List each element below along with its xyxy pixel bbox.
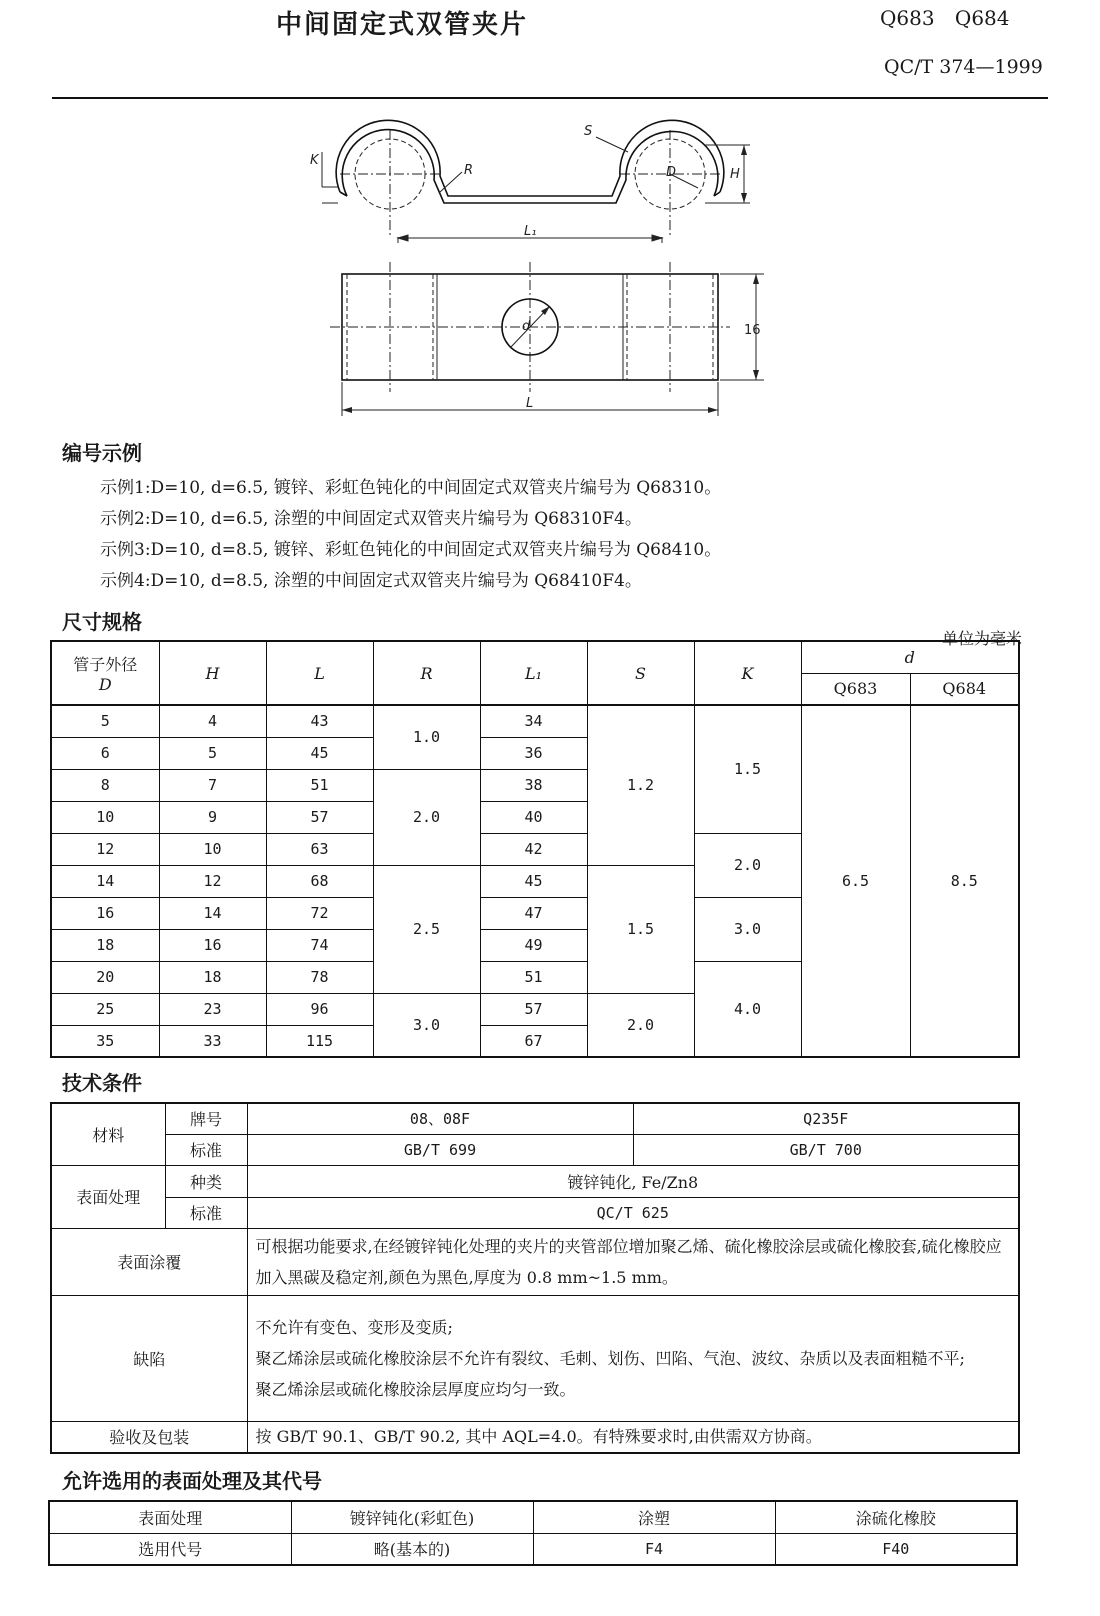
cell-d: 20 (51, 961, 159, 993)
defects-line: 不允许有变色、变形及变质; (255, 1317, 453, 1337)
defects-line: 聚乙烯涂层或硫化橡胶涂层不允许有裂纹、毛刺、划伤、凹陷、气泡、波纹、杂质以及表面粗糙不平; (255, 1348, 965, 1368)
cell-h: 33 (159, 1025, 266, 1057)
cell-l: 74 (266, 929, 373, 961)
codes-cell: F40 (775, 1533, 1017, 1565)
drawing-label-width: 16 (744, 323, 761, 338)
cell-l1: 67 (480, 1025, 587, 1057)
cell-l1: 36 (480, 737, 587, 769)
example-text: D=10, d=6.5, 镀锌、彩虹色钝化的中间固定式双管夹片编号为 Q68310。 (150, 478, 722, 498)
acceptance-label: 验收及包装 (51, 1421, 247, 1453)
material-std-a: GB/T 699 (247, 1134, 633, 1165)
drawing-label-r: R (464, 163, 474, 178)
clamp-profile (336, 120, 724, 203)
example-1 (100, 478, 721, 498)
drawing-label-d-lower: d (522, 319, 531, 334)
header-h: H (159, 641, 266, 705)
cell-s-group: 1.5 (587, 865, 694, 993)
cell-l: 43 (266, 705, 373, 737)
cell-l1: 51 (480, 961, 587, 993)
material-std-label: 标准 (165, 1134, 247, 1165)
codes-cell: 涂硫化橡胶 (775, 1501, 1017, 1533)
codes-cell: 选用代号 (49, 1533, 291, 1565)
defects-line: 聚乙烯涂层或硫化橡胶涂层厚度应均匀一致。 (255, 1379, 576, 1399)
cell-d: 8 (51, 769, 159, 801)
drawing-label-l: L (526, 396, 534, 411)
cell-r-group: 2.5 (373, 865, 480, 993)
coating-text: 可根据功能要求,在经镀锌钝化处理的夹片的夹管部位增加聚乙烯、硫化橡胶涂层或硫化橡胶套,硫化橡胶应加入黑碳及稳定剂,颜色为黑色,厚度为 0.8 mm~1.5 mm。 (247, 1228, 1019, 1295)
tech-table (50, 1102, 1020, 1454)
grade-label: 牌号 (165, 1103, 247, 1134)
cell-h: 12 (159, 865, 266, 897)
header-k: K (694, 641, 801, 705)
examples-heading: 编号示例 (62, 441, 142, 465)
header-rule (52, 97, 1048, 99)
cell-l: 115 (266, 1025, 373, 1057)
grade-a: 08、08F (247, 1103, 633, 1134)
material-std-b: GB/T 700 (633, 1134, 1019, 1165)
product-codes: Q683 Q684 (880, 6, 1010, 30)
dimensions-heading: 尺寸规格 (62, 610, 142, 634)
cell-k-group: 1.5 (694, 705, 801, 833)
cell-l: 63 (266, 833, 373, 865)
page-title: 中间固定式双管夹片 (276, 10, 529, 40)
cell-l: 51 (266, 769, 373, 801)
example-label: 示例1: (100, 478, 151, 498)
example-4 (100, 571, 642, 591)
surface-codes-table (48, 1500, 1018, 1566)
cell-l1: 45 (480, 865, 587, 897)
cell-h: 4 (159, 705, 266, 737)
drawing-label-h: H (730, 167, 740, 182)
cell-d: 6 (51, 737, 159, 769)
cell-s-group: 2.0 (587, 993, 694, 1057)
cell-h: 14 (159, 897, 266, 929)
example-label: 示例2: (100, 509, 151, 529)
drawing-label-k: K (310, 153, 319, 168)
cell-h: 23 (159, 993, 266, 1025)
example-text: D=10, d=8.5, 涂塑的中间固定式双管夹片编号为 Q68410F4。 (150, 571, 642, 591)
cell-l1: 49 (480, 929, 587, 961)
surface-type-value: 镀锌钝化, Fe/Zn8 (247, 1165, 1019, 1197)
cell-d: 35 (51, 1025, 159, 1057)
cell-l: 45 (266, 737, 373, 769)
header-pipe-label: 管子外径 (73, 655, 138, 674)
surface-type-label: 种类 (165, 1165, 247, 1197)
dimensions-table (50, 640, 1020, 1058)
cell-k-group: 2.0 (694, 833, 801, 897)
header-l1: L₁ (480, 641, 587, 705)
cell-h: 18 (159, 961, 266, 993)
grade-b: Q235F (633, 1103, 1019, 1134)
cell-h: 5 (159, 737, 266, 769)
example-label: 示例4: (100, 571, 151, 591)
cell-l1: 57 (480, 993, 587, 1025)
header-l: L (266, 641, 373, 705)
cell-h: 7 (159, 769, 266, 801)
cell-l: 68 (266, 865, 373, 897)
cell-r-group: 3.0 (373, 993, 480, 1057)
drawing-label-l1: L₁ (524, 224, 537, 239)
cell-d: 12 (51, 833, 159, 865)
cell-r-group: 2.0 (373, 769, 480, 865)
example-text: D=10, d=6.5, 涂塑的中间固定式双管夹片编号为 Q68310F4。 (150, 509, 642, 529)
header-q684: Q684 (910, 673, 1019, 705)
cell-d: 14 (51, 865, 159, 897)
drawing-label-d-upper: D (666, 165, 677, 180)
cell-l: 96 (266, 993, 373, 1025)
cell-l: 78 (266, 961, 373, 993)
surface-label: 表面处理 (51, 1165, 165, 1228)
cell-h: 16 (159, 929, 266, 961)
defects-label: 缺陷 (51, 1295, 247, 1421)
defects-text (247, 1295, 1019, 1421)
example-2 (100, 509, 642, 529)
cell-k-group: 3.0 (694, 897, 801, 961)
clamp-drawing (300, 112, 780, 422)
cell-l: 57 (266, 801, 373, 833)
cell-l1: 47 (480, 897, 587, 929)
cell-l1: 34 (480, 705, 587, 737)
codes-cell: 表面处理 (49, 1501, 291, 1533)
codes-cell: 略(基本的) (291, 1533, 533, 1565)
cell-d: 16 (51, 897, 159, 929)
surface-std-value: QC/T 625 (247, 1197, 1019, 1228)
header-r: R (373, 641, 480, 705)
cell-d: 25 (51, 993, 159, 1025)
cell-d: 5 (51, 705, 159, 737)
cell-s-group: 1.2 (587, 705, 694, 865)
tech-heading: 技术条件 (62, 1071, 142, 1095)
cell-h: 10 (159, 833, 266, 865)
cell-l1: 40 (480, 801, 587, 833)
cell-l1: 42 (480, 833, 587, 865)
cell-l: 72 (266, 897, 373, 929)
coating-label: 表面涂覆 (51, 1228, 247, 1295)
header-pipe-od (51, 641, 159, 705)
surface-codes-heading: 允许选用的表面处理及其代号 (62, 1469, 322, 1493)
material-label: 材料 (51, 1103, 165, 1165)
codes-cell: 涂塑 (533, 1501, 775, 1533)
surface-std-label: 标准 (165, 1197, 247, 1228)
cell-d-q684: 8.5 (910, 705, 1019, 1057)
header-s: S (587, 641, 694, 705)
cell-d-q683: 6.5 (801, 705, 910, 1057)
acceptance-text: 按 GB/T 90.1、GB/T 90.2, 其中 AQL=4.0。有特殊要求时,由供需双方协商。 (247, 1421, 1019, 1453)
header-q683: Q683 (801, 673, 910, 705)
cell-l1: 38 (480, 769, 587, 801)
table-row (51, 705, 1019, 737)
cell-r-group: 1.0 (373, 705, 480, 769)
cell-d: 18 (51, 929, 159, 961)
standard-number: QC/T 374—1999 (884, 56, 1043, 78)
unit-note: 单位为毫米 (942, 629, 1023, 648)
example-text: D=10, d=8.5, 镀锌、彩虹色钝化的中间固定式双管夹片编号为 Q68410。 (150, 540, 722, 560)
cell-d: 10 (51, 801, 159, 833)
header-d-symbol: D (98, 675, 112, 694)
example-label: 示例3: (100, 540, 151, 560)
drawing-label-s: S (584, 124, 593, 139)
codes-cell: 镀锌钝化(彩虹色) (291, 1501, 533, 1533)
codes-cell: F4 (533, 1533, 775, 1565)
cell-k-group: 4.0 (694, 961, 801, 1057)
cell-h: 9 (159, 801, 266, 833)
header-hole-d: d (801, 641, 1019, 673)
example-3 (100, 540, 721, 560)
